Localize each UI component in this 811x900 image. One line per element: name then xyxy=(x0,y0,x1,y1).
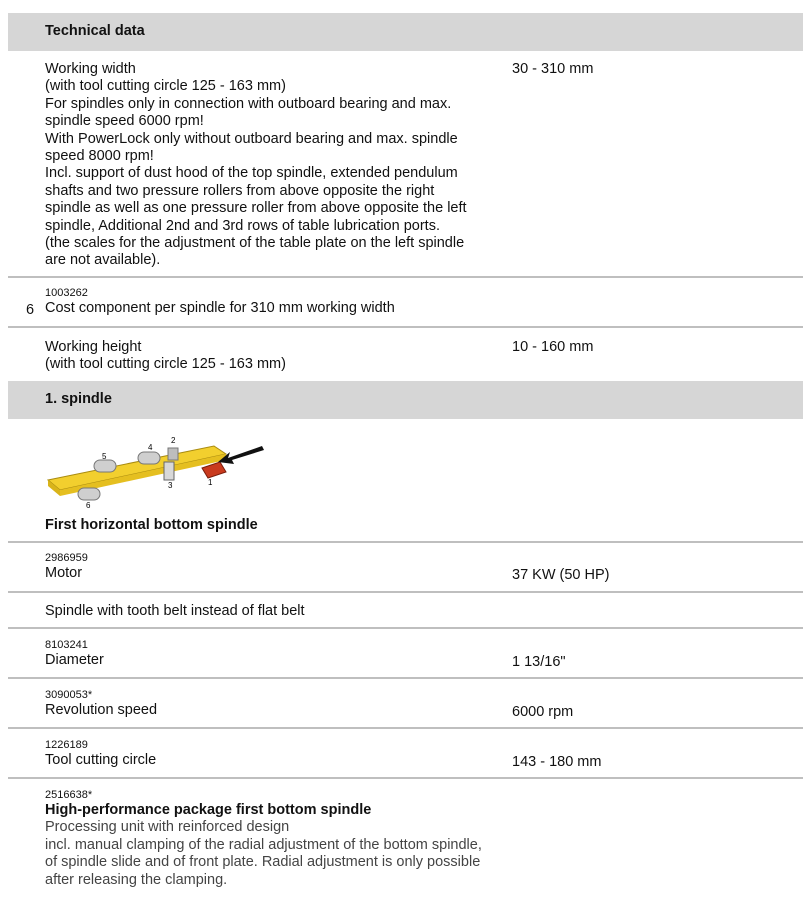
description-line: Working width xyxy=(45,61,136,77)
diagram-label-5: 5 xyxy=(102,452,107,461)
row-divider xyxy=(8,727,803,729)
tool-circle-label: Tool cutting circle xyxy=(45,752,157,768)
roller-2 xyxy=(168,448,178,460)
description-line: after releasing the clamping. xyxy=(45,871,228,888)
description-line: For spindles only in connection with outboard bearing and max. xyxy=(45,95,452,112)
article-code: 1003262 xyxy=(45,287,88,299)
first-horizontal-title: First horizontal bottom spindle xyxy=(45,517,258,533)
description-line: (with tool cutting circle 125 - 163 mm) xyxy=(45,78,286,95)
description-line: With PowerLock only without outboard bearing and max. spindle xyxy=(45,130,458,147)
roller-6 xyxy=(78,488,100,500)
section-title: Technical data xyxy=(45,23,145,40)
high-performance-text xyxy=(45,789,515,889)
description-line: of spindle slide and of front plate. Radial adjustment is only possible xyxy=(45,854,481,871)
description-line: spindle, Additional 2nd and 3rd rows of table lubrication ports. xyxy=(45,217,440,234)
diameter-value: 1 13/16" xyxy=(512,654,566,670)
article-code: 8103241 xyxy=(45,639,88,651)
cost-component-text xyxy=(45,287,505,317)
option-number: 6 xyxy=(26,302,35,318)
description-line: shafts and two pressure rollers from above opposite the right xyxy=(45,182,435,199)
revolution-text xyxy=(45,689,505,719)
description-line: (with tool cutting circle 125 - 163 mm) xyxy=(45,356,286,373)
description-line: Working height xyxy=(45,339,142,355)
motor-value: 37 KW (50 HP) xyxy=(512,567,610,583)
article-code: 2516638* xyxy=(45,789,93,801)
diagram-label-2: 2 xyxy=(171,436,176,445)
section-header-technical-data xyxy=(8,13,803,51)
article-code: 3090053* xyxy=(45,689,93,701)
motor-label: Motor xyxy=(45,565,83,581)
row-divider xyxy=(8,627,803,629)
workpiece-beam xyxy=(48,446,226,490)
diameter-label: Diameter xyxy=(45,652,104,668)
description-line: speed 8000 rpm! xyxy=(45,148,154,165)
motor-text xyxy=(45,552,505,582)
article-code: 1226189 xyxy=(45,739,88,751)
diagram-label-6: 6 xyxy=(86,501,91,510)
section-title: 1. spindle xyxy=(45,391,112,408)
tooth-belt-label: Spindle with tooth belt instead of flat belt xyxy=(45,603,305,619)
description-line: spindle speed 6000 rpm! xyxy=(45,113,204,130)
roller-5 xyxy=(94,460,116,472)
tool-circle-text xyxy=(45,739,505,769)
row-divider xyxy=(8,276,803,278)
diagram-label-3: 3 xyxy=(168,481,173,490)
row-divider xyxy=(8,326,803,328)
description-line: Incl. support of dust hood of the top spindle, extended pendulum xyxy=(45,165,458,182)
high-performance-title: High-performance package first bottom spindle xyxy=(45,802,372,818)
article-code: 2986959 xyxy=(45,552,88,564)
diagram-label-1: 1 xyxy=(208,478,213,487)
description-line: (the scales for the adjustment of the table plate on the left spindle xyxy=(45,235,465,252)
tool-circle-value: 143 - 180 mm xyxy=(512,754,602,770)
cost-component-label: Cost component per spindle for 310 mm working width xyxy=(45,300,395,316)
revolution-label: Revolution speed xyxy=(45,702,158,718)
working-width-description xyxy=(45,61,505,270)
working-height-value: 10 - 160 mm xyxy=(512,339,594,355)
section-header-spindle xyxy=(8,381,803,419)
roller-4 xyxy=(138,452,160,464)
description-line: spindle as well as one pressure roller from above opposite the left xyxy=(45,200,467,217)
spindle-diagram xyxy=(44,432,274,512)
row-divider xyxy=(8,591,803,593)
working-width-value: 30 - 310 mm xyxy=(512,61,594,77)
row-divider xyxy=(8,541,803,543)
row-divider xyxy=(8,777,803,779)
description-line: incl. manual clamping of the radial adjustment of the bottom spindle, xyxy=(45,836,482,853)
row-divider xyxy=(8,677,803,679)
description-line: Processing unit with reinforced design xyxy=(45,819,290,836)
spindle-3 xyxy=(164,462,174,480)
revolution-value: 6000 rpm xyxy=(512,704,574,720)
working-height-description xyxy=(45,339,505,374)
diameter-text xyxy=(45,639,505,669)
description-line: are not available). xyxy=(45,252,161,269)
diagram-label-4: 4 xyxy=(148,443,153,452)
